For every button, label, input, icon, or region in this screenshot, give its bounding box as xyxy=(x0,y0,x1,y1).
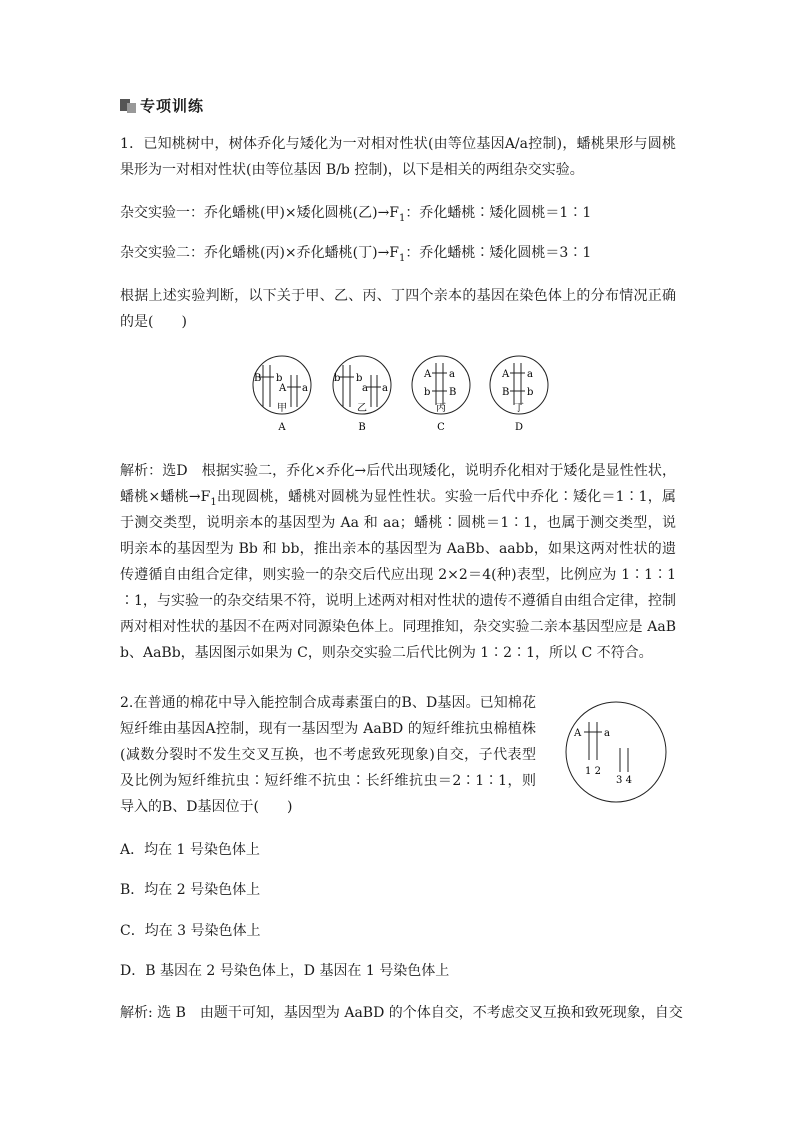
q2-stem: 2.在普通的棉花中导入能控制合成毒素蛋白的B、D基因。已知棉花短纤维由基因A控制，现有一基因型为 AaBD 的短纤维抗虫棉植株(减数分裂时不发生交叉互换，也不考虑致死现象)自交，子代表型及比例为短纤维抗虫∶短纤维不抗虫∶长纤维抗虫＝2∶1∶1，则导入的B、D基因位于( ) xyxy=(120,695,536,815)
figure-option: A xyxy=(278,422,286,433)
gene-label: B xyxy=(502,387,510,398)
gene-label: B xyxy=(254,373,262,384)
q1-analysis: 解析：选D 根据实验二，乔化×乔化→后代出现矮化，说明乔化相对于矮化是显性性状，蟠桃×蟠桃$\to F_1$出现圆桃，蟠桃对圆桃为显性性状。实验一后代中乔化∶矮化＝1∶1，属于测交类型，说明亲本的基因型为 Aa 和 aa；蟠桃∶圆桃＝1∶1，也属于测交类型，说明亲本的基因型为 Bb 和 bb，推出亲本的基因型为 AaBb、aabb，如果这两对性状的遗传遵循自由组合定律，则实验一的杂交后代应出现 2×2＝4(种)表型，比例应为 1∶1∶1∶1，与实验一的杂交结果不符，说明上述两对相对性状的遗传不遵循自由组合定律，控制两对相对性状的基因不在两对同源染色体上。同理推知，杂交实验二亲本基因型应是 AaBb、AaBb，基因图示如果为 C，则杂交实验二后代比例为 1∶2∶1，所以 C 不符合。 xyxy=(120,463,676,661)
figure-name: 丁 xyxy=(514,403,524,414)
gene-label: b xyxy=(424,387,431,398)
q1-stem: 1．已知桃树中，树体乔化与矮化为一对相对性状(由等位基因A/a控制)，蟠桃果形与圆桃果形为一对相对性状(由等位基因 B/b 控制)，以下是相关的两组杂交实验。 xyxy=(120,136,676,178)
gene-label: A xyxy=(574,728,582,739)
gene-label: A xyxy=(424,369,432,380)
q2-option-a: A．均在 1 号染色体上 xyxy=(120,842,260,858)
figure-a xyxy=(253,356,311,433)
section-title: 专项训练 xyxy=(140,96,205,115)
gene-label: b xyxy=(356,373,363,384)
gene-label: B xyxy=(449,387,457,398)
gene-label: A xyxy=(502,369,510,380)
q2-analysis: 解析: 选 B 由题干可知，基因型为 AaBD 的个体自交，不考虑交叉互换和致死现象，自交 xyxy=(120,1005,683,1021)
figure-name: 乙 xyxy=(357,403,367,414)
figure-option: C xyxy=(437,422,445,433)
gene-label: a xyxy=(382,383,388,394)
gene-label: a xyxy=(449,369,455,380)
gene-label: b xyxy=(276,373,283,384)
q2-option-d: D．B 基因在 2 号染色体上，D 基因在 1 号染色体上 xyxy=(120,963,450,979)
section-square-icon xyxy=(120,97,136,113)
q2-option-b: B．均在 2 号染色体上 xyxy=(120,882,261,898)
figure-name: 甲 xyxy=(277,403,287,414)
figure-name: 丙 xyxy=(436,403,446,414)
gene-label: a xyxy=(362,383,368,394)
q1-experiment-2: 杂交实验二：乔化蟠桃(丙)×乔化蟠桃(丁)$\to F_1$：乔化蟠桃∶矮化圆桃＝3∶1 xyxy=(120,245,592,264)
figure-c xyxy=(412,356,470,433)
figure-d xyxy=(490,356,548,433)
gene-label: A xyxy=(279,383,287,394)
gene-label: a xyxy=(527,369,533,380)
gene-label: a xyxy=(302,383,308,394)
gene-label: b xyxy=(527,387,534,398)
q1-experiment-1: 杂交实验一：乔化蟠桃(甲)×矮化圆桃(乙)$\to F_1$：乔化蟠桃∶矮化圆桃＝1∶1 xyxy=(120,205,592,224)
gene-label: a xyxy=(604,728,610,739)
figure-option: D xyxy=(514,422,524,433)
figure-b xyxy=(333,356,391,433)
q1-figures xyxy=(246,355,556,435)
figure-option: B xyxy=(358,422,366,433)
q2-figure xyxy=(556,700,676,804)
section-header xyxy=(120,93,204,117)
q1-question: 根据上述实验判断，以下关于甲、乙、丙、丁四个亲本的基因在染色体上的分布情况正确的是( ) xyxy=(120,288,676,330)
chromosome-label-3-4: 3 4 xyxy=(616,775,632,786)
q2-option-c: C．均在 3 号染色体上 xyxy=(120,923,261,939)
chromosome-label-1-2: 1 2 xyxy=(585,766,601,777)
gene-label: b xyxy=(334,373,341,384)
